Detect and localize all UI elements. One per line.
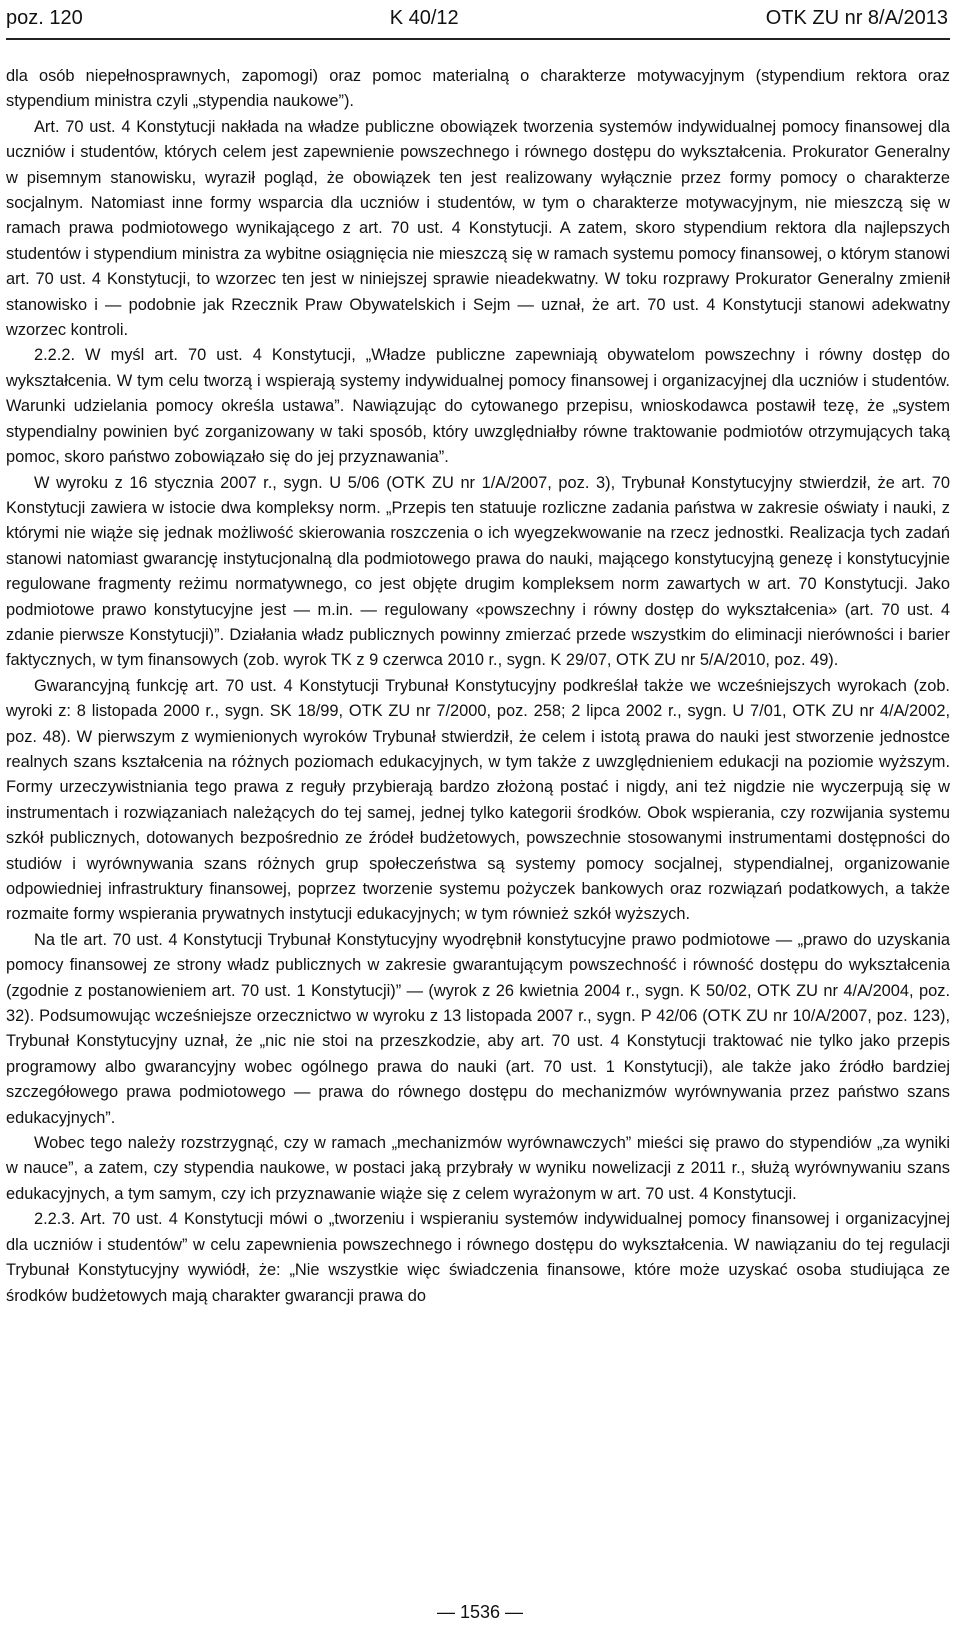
header-case-number: K 40/12 [389,6,459,29]
paragraph: Art. 70 ust. 4 Konstytucji nakłada na władze publiczne obowiązek tworzenia systemów indywidualnej pomocy finansowej dla uczniów i studentów, których celem jest zapewnienie powszechnego i równego dostępu do wykształcenia. Prokurator Generalny w pisemnym stanowisku, wyraził pogląd, że obowiązek ten jest realizowany wyłącznie przez formy pomocy o charakterze socjalnym. Natomiast inne formy wsparcia dla uczniów i studentów, w tym o charakterze motywacyjnym, nie mieszczą się w ramach prawa podmiotowego wynikającego z art. 70 ust. 4 Konstytucji. A zatem, skoro stypendium rektora dla najlepszych studentów i stypendium ministra za wybitne osiągnięcia nie mieszczą się w ramach systemu pomocy finansowej, o którym stanowi art. 70 ust. 4 Konstytucji, to wzorzec ten jest w niniejszej sprawie nieadekwatny. W toku rozprawy Prokurator Generalny zmienił stanowisko i — podobnie jak Rzecznik Praw Obywatelskich i Sejm — uznał, że art. 70 ust. 4 Konstytucji stanowi adekwatny wzorzec kontroli. [6,117,950,340]
page-footer [0,1602,960,1623]
header-journal-reference: OTK ZU nr 8/A/2013 [765,6,948,29]
header-divider [6,38,950,40]
paragraph: dla osób niepełnosprawnych, zapomogi) oraz pomoc materialną o charakterze motywacyjnym (stypendium rektora oraz stypendium ministra czyli „stypendia naukowe”). [6,67,950,111]
page-header [6,0,948,36]
paragraph: Gwarancyjną funkcję art. 70 ust. 4 Konstytucji Trybunał Konstytucyjny podkreślał także we wcześniejszych wyrokach (zob. wyroki z: 8 listopada 2000 r., sygn. SK 18/99, OTK ZU nr 7/2000, poz. 258; 2 lipca 2002 r., sygn. U 7/01, OTK ZU nr 4/A/2002, poz. 48). W pierwszym z wymienionych wyroków Trybunał stwierdził, że celem i istotą prawa do nauki jest stworzenie jednostce realnych szans kształcenia na różnych poziomach edukacyjnych, w tym także z uwzględnieniem edukacji na poziomie wyższym. Formy urzeczywistniania tego prawa z reguły przybierają bardzo złożoną postać i nigdy, ani też nigdzie nie wyczerpują się w instrumentach i rozwiązaniach należących do tej samej, jednej tylko kategorii środków. Obok wspierania, czy rozwijania systemu szkół publicznych, dotowanych bezpośrednio ze źródeł budżetowych, powszechnie stosowanymi instrumentami dostępności do studiów i wyrównywania szans różnych grup społeczeństwa są systemy pomocy socjalnej, stypendialnej, organizowanie odpowiedniej infrastruktury finansowej, poprzez tworzenie systemu pożyczek bankowych oraz rozwiązań podatkowych, a także rozmaite formy wspierania prywatnych instytucji edukacyjnych; w tym również szkół wyższych. [6,676,950,924]
paragraph: W wyroku z 16 stycznia 2007 r., sygn. U 5/06 (OTK ZU nr 1/A/2007, poz. 3), Trybunał Konstytucyjny stwierdził, że art. 70 Konstytucji zawiera w istocie dwa kompleksy norm. „Przepis ten statuuje rozliczne zadania państwa w zakresie oświaty i nauki, z którymi nie wiąże się jednak możliwość skierowania roszczenia o ich wyegzekwowanie na rzecz jednostki. Realizacja tych zadań stanowi natomiast gwarancję instytucjonalną dla podmiotowego prawa do nauki, mającego konstytucyjną genezę i konstytucyjnie regulowane fragmenty reżimu normatywnego, co jest objęte drugim kompleksem norm zawartych w art. 70 Konstytucji. Jako podmiotowe prawo konstytucyjne jest — m.in. — regulowany «powszechny i równy dostęp do wykształcenia» (art. 70 ust. 4 zdanie pierwsze Konstytucji)”. Działania władz publicznych powinny zmierzać przede wszystkim do eliminacji nierówności i barier faktycznych, w tym finansowych (zob. wyrok TK z 9 czerwca 2010 r., sygn. K 29/07, OTK ZU nr 5/A/2010, poz. 49). [6,473,950,670]
paragraph: 2.2.2. W myśl art. 70 ust. 4 Konstytucji, „Władze publiczne zapewniają obywatelom powszechny i równy dostęp do wykształcenia. W tym celu tworzą i wspierają systemy indywidualnej pomocy finansowej i organizacyjnej dla uczniów i studentów. Warunki udzielania pomocy określa ustawa”. Nawiązując do cytowanego przepisu, wnioskodawca postawił tezę, że „system stypendialny powinien być zorganizowany w taki sposób, który uwzględniałby równe traktowanie podmiotów otrzymujących taką pomoc, skoro państwo zobowiązało się do jej przyznawania”. [6,346,950,467]
paragraph: 2.2.3. Art. 70 ust. 4 Konstytucji mówi o „tworzeniu i wspieraniu systemów indywidualnej pomocy finansowej i organizacyjnej dla uczniów i studentów” w celu zapewnienia powszechnego i równego dostępu do wykształcenia. W nawiązaniu do tej regulacji Trybunał Konstytucyjny wywiódł, że: „Nie wszystkie więc świadczenia finansowe, które może uzyskać osoba studiująca ze środków budżetowych mają charakter gwarancji prawa do [6,1210,950,1305]
header-position: poz. 120 [6,6,83,29]
paragraph: Wobec tego należy rozstrzygnąć, czy w ramach „mechanizmów wyrównawczych” mieści się prawo do stypendiów „za wyniki w nauce”, a zatem, czy stypendia naukowe, w postaci jaką przybrały w wyniku nowelizacji z 2011 r., służą wyrównywaniu szans edukacyjnych, a tym samym, czy ich przyznawanie wiąże się z celem wyrażonym w art. 70 ust. 4 Konstytucji. [6,1134,950,1203]
page-number: — 1536 — [436,1602,524,1622]
document-body [6,64,950,1309]
paragraph: Na tle art. 70 ust. 4 Konstytucji Trybunał Konstytucyjny wyodrębnił konstytucyjne prawo podmiotowe — „prawo do uzyskania pomocy finansowej ze strony władz publicznych w zakresie gwarantującym powszechność i równość dostępu do wykształcenia (zgodnie z postanowieniem art. 70 ust. 1 Konstytucji)” — (wyrok z 26 kwietnia 2004 r., sygn. K 50/02, OTK ZU nr 4/A/2004, poz. 32). Podsumowując wcześniejsze orzecznictwo w wyroku z 13 listopada 2007 r., sygn. P 42/06 (OTK ZU nr 10/A/2007, poz. 123), Trybunał Konstytucyjny uznał, że „nic nie stoi na przeszkodzie, aby art. 70 ust. 4 Konstytucji traktować nie tylko jako przepis programowy albo gwarancyjny wobec ogólnego prawa do nauki (art. 70 ust. 1 Konstytucji), ale także jako źródło bardziej szczegółowego prawa podmiotowego — prawa do równego dostępu do mechanizmów wyrównywania przez państwo szans edukacyjnych”. [6,930,950,1127]
